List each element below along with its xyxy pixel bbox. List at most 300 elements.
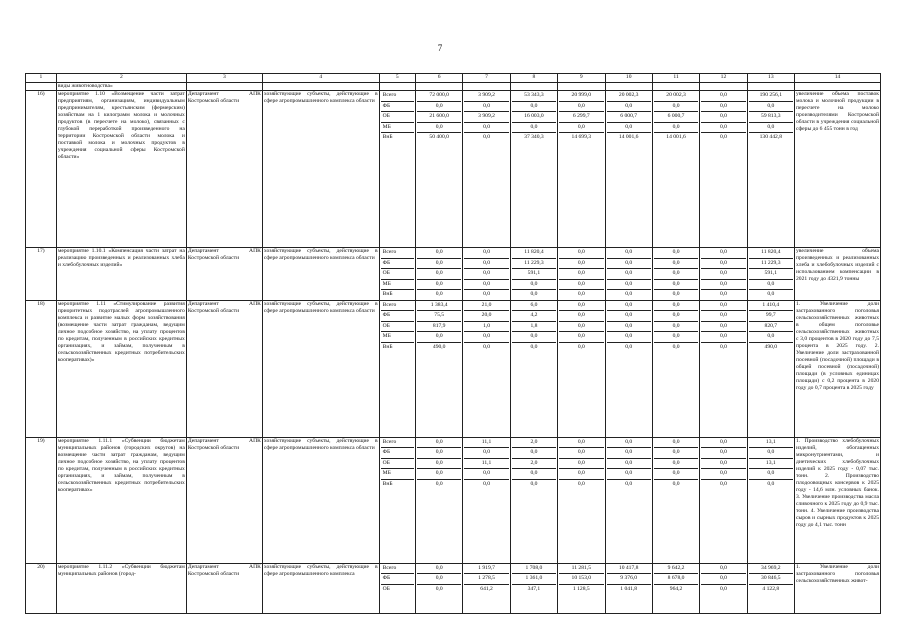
program-table xyxy=(25,73,881,614)
amount-cell: 0,0 xyxy=(749,469,793,480)
amount-cell: 0,0 xyxy=(654,322,698,333)
amount-cell: 490,0 xyxy=(764,343,778,350)
amount-cell: 11 229,3 xyxy=(749,259,793,270)
row-number: 16) xyxy=(26,91,57,248)
amount-cell: 0,0 xyxy=(654,438,698,449)
amount-cell: 1,8 xyxy=(512,322,556,333)
funding-values xyxy=(652,563,699,613)
amount-cell: 0,0 xyxy=(654,469,698,480)
page-number: 7 xyxy=(437,43,443,53)
amount-cell: 0,0 xyxy=(607,332,651,343)
amount-cell: 0,0 xyxy=(701,574,745,585)
amount-cell: 0,0 xyxy=(749,280,793,291)
amount-cell: 0,0 xyxy=(749,332,793,343)
funding-values xyxy=(558,91,605,248)
amount-cell: 0,0 xyxy=(701,311,745,322)
amount-cell: 75,5 xyxy=(417,311,461,322)
amount-cell: 1 708,0 xyxy=(512,564,556,575)
amount-cell: 0,0 xyxy=(464,259,508,270)
amount-cell: 1 278,5 xyxy=(464,574,508,585)
amount-cell: 0,0 xyxy=(701,564,745,575)
amount-cell: 99,7 xyxy=(749,311,793,322)
amount-cell: 0,0 xyxy=(559,248,603,259)
amount-cell: 13,1 xyxy=(749,459,793,470)
funding-values xyxy=(747,437,794,563)
amount-cell: 0,0 xyxy=(701,301,745,312)
participants: хозяйствующие субъекты, действующие в сфере агропромышленного комплекса области xyxy=(262,300,379,437)
amount-cell: 0,0 xyxy=(577,291,585,297)
amount-cell: 0,0 xyxy=(607,322,651,333)
amount-cell: 0,0 xyxy=(654,280,698,291)
measure-row xyxy=(26,437,881,563)
amount-cell: 0,0 xyxy=(559,301,603,312)
amount-cell: 0,0 xyxy=(417,469,461,480)
source-label: ФБ xyxy=(381,574,414,585)
funding-values xyxy=(510,248,557,301)
amount-cell: 6 000,7 xyxy=(607,112,651,123)
amount-cell: 964,2 xyxy=(669,585,683,592)
amount-cell: 0,0 xyxy=(654,332,698,343)
amount-cell: 1 361,0 xyxy=(512,574,556,585)
funding-values xyxy=(605,91,652,248)
amount-cell: 21,0 xyxy=(464,301,508,312)
funding-values xyxy=(652,91,699,248)
amount-cell: 13,1 xyxy=(749,438,793,449)
amount-cell: 4 122,8 xyxy=(762,585,780,592)
funding-values xyxy=(558,248,605,301)
amount-cell: 21 600,0 xyxy=(417,112,461,123)
amount-cell: 0,0 xyxy=(701,332,745,343)
amount-cell: 6 299,7 xyxy=(559,112,603,123)
amount-cell: 0,0 xyxy=(464,102,508,113)
amount-cell: 20 002,3 xyxy=(607,91,651,102)
header-cell: 5 xyxy=(379,74,415,83)
amount-cell: 0,0 xyxy=(483,480,491,487)
amount-cell: 1 383,4 xyxy=(417,301,461,312)
amount-cell: 0,0 xyxy=(654,448,698,459)
amount-cell: 0,0 xyxy=(559,102,603,113)
amount-cell: 0,0 xyxy=(559,332,603,343)
amount-cell: 0,0 xyxy=(435,585,443,592)
amount-cell: 0,0 xyxy=(701,259,745,270)
amount-cell: 0,0 xyxy=(417,102,461,113)
funding-values xyxy=(700,563,747,613)
amount-cell: 0,0 xyxy=(417,332,461,343)
amount-cell: 0,0 xyxy=(654,301,698,312)
amount-cell: 10 153,0 xyxy=(559,574,603,585)
amount-cell: 1 041,8 xyxy=(620,585,638,592)
funding-sources xyxy=(379,300,415,437)
amount-cell: 130 442,8 xyxy=(759,134,782,140)
amount-cell: 0,0 xyxy=(512,280,556,291)
amount-cell: 0,0 xyxy=(559,311,603,322)
source-label: ОБ xyxy=(381,269,414,280)
source-label: ФБ xyxy=(381,448,414,459)
row-number: 20) xyxy=(26,563,57,613)
funding-values xyxy=(463,91,510,248)
header-cell: 14 xyxy=(795,74,881,83)
measure-row xyxy=(26,248,881,301)
amount-cell: 0,0 xyxy=(512,102,556,113)
funding-values xyxy=(700,248,747,301)
funding-values xyxy=(605,300,652,437)
amount-cell: 9 376,0 xyxy=(607,574,651,585)
amount-cell: 591,1 xyxy=(512,269,556,280)
amount-cell: 0,0 xyxy=(417,280,461,291)
funding-values xyxy=(700,91,747,248)
header-cell: 11 xyxy=(652,74,699,83)
amount-cell: 0,0 xyxy=(483,134,491,140)
measure-name: мероприятие 1.11.2 «Субвенции бюджетам муниципальных районов (город- xyxy=(56,563,186,613)
amount-cell: 0,0 xyxy=(464,248,508,259)
funding-values xyxy=(605,248,652,301)
source-label: ФБ xyxy=(381,259,414,270)
funding-values xyxy=(510,300,557,437)
funding-values xyxy=(652,437,699,563)
amount-cell: 6 000,7 xyxy=(654,112,698,123)
expected-result: 1. Увеличение доли застрахованного поголовья сельскохозяйственных животных в общем поголовье сельскохозяйственных животных с 3,0 процентов в 2020 году до 7,5 процента в 2025 году. 2. Увеличение доли застрахованной посевной (посадочной) площади в общей посевной (посадочной) площади (в условных единицах площади) с 0,2 процента в 2020 году до 0,7 процента в 2025 году xyxy=(795,300,881,437)
amount-cell: 0,0 xyxy=(512,332,556,343)
amount-cell: 0,0 xyxy=(701,269,745,280)
header-cell: 7 xyxy=(463,74,510,83)
header-cell: 2 xyxy=(56,74,186,83)
source-label: МБ xyxy=(381,469,414,480)
source-label: ВнБ xyxy=(382,343,393,350)
source-label: Всего xyxy=(381,564,414,575)
amount-cell: 591,1 xyxy=(749,269,793,280)
amount-cell: 0,0 xyxy=(701,448,745,459)
amount-cell: 30 846,5 xyxy=(749,574,793,585)
amount-cell: 20,0 xyxy=(464,311,508,322)
amount-cell: 0,0 xyxy=(749,123,793,134)
amount-cell: 0,0 xyxy=(719,291,727,297)
amount-cell: 0,0 xyxy=(607,123,651,134)
funding-values xyxy=(558,437,605,563)
amount-cell: 0,0 xyxy=(701,112,745,123)
amount-cell: 0,0 xyxy=(719,585,727,592)
expected-result: увеличение объема поставок молока и молочной продукции в пересчете на молоко производителями Костромской области в учреждения социальной сферы до 6 455 тонн в год xyxy=(795,91,881,248)
amount-cell: 0,0 xyxy=(607,259,651,270)
source-label: ОБ xyxy=(381,322,414,333)
amount-cell: 0,0 xyxy=(607,469,651,480)
amount-cell: 0,0 xyxy=(701,280,745,291)
measure-row xyxy=(26,300,881,437)
source-label: МБ xyxy=(381,332,414,343)
executor: Департамент АПК Костромской области xyxy=(186,300,262,437)
amount-cell: 0,0 xyxy=(483,343,491,350)
amount-cell: 4,2 xyxy=(512,311,556,322)
amount-cell: 0,0 xyxy=(417,259,461,270)
executor: Департамент АПК Костромской области xyxy=(186,248,262,301)
amount-cell: 0,0 xyxy=(559,322,603,333)
funding-values xyxy=(416,248,463,301)
amount-cell: 8 678,0 xyxy=(654,574,698,585)
row-number: 18) xyxy=(26,300,57,437)
funding-values xyxy=(558,300,605,437)
measure-name: мероприятие 1.10.1 «Компенсация части затрат на реализацию произведенных и реализованных хлеба и хлебобулочных изделий» xyxy=(56,248,186,301)
amount-cell: 2,0 xyxy=(512,438,556,449)
funding-values xyxy=(463,563,510,613)
amount-cell: 0,0 xyxy=(464,280,508,291)
funding-values xyxy=(510,437,557,563)
amount-cell: 0,0 xyxy=(607,459,651,470)
funding-values xyxy=(416,437,463,563)
amount-cell: 0,0 xyxy=(767,480,775,487)
amount-cell: 0,0 xyxy=(701,248,745,259)
source-label: ВнБ xyxy=(382,291,393,297)
amount-cell: 0,0 xyxy=(767,291,775,297)
amount-cell: 0,0 xyxy=(654,269,698,280)
amount-cell: 0,0 xyxy=(749,102,793,113)
header-cell: 1 xyxy=(26,74,57,83)
source-label: ОБ xyxy=(381,459,414,470)
amount-cell: 0,0 xyxy=(435,291,443,297)
amount-cell: 1 410,4 xyxy=(749,301,793,312)
measure-row xyxy=(26,91,881,248)
source-label: ФБ xyxy=(381,311,414,322)
measure-name: мероприятие 1.10 «Возмещение части затрат предприятиям, организациям, индивидуальным предпринимателям, крестьянским (фермерским) хозяйствам на 1 килограмм молока и молочных продуктов (в пересчете на молоко), связанных с глубокой переработкой произведенного на территории Костромской области молока и поставкой молока и молочных продуктов в учреждения социальной сферы Костромской области» xyxy=(56,91,186,248)
participants: хозяйствующие субъекты, действующие в сфере агропромышленного комплекса xyxy=(262,563,379,613)
header-row xyxy=(26,74,881,83)
amount-cell: 0,0 xyxy=(417,438,461,449)
source-label: МБ xyxy=(381,123,414,134)
amount-cell: 0,0 xyxy=(417,248,461,259)
participants: хозяйствующие субъекты, действующие в сфере агропромышленного комплекса области xyxy=(262,437,379,563)
amount-cell: 0,0 xyxy=(625,480,633,487)
amount-cell: 0,0 xyxy=(701,459,745,470)
amount-cell: 490,0 xyxy=(432,343,446,350)
funding-values xyxy=(747,248,794,301)
executor: Департамент АПК Костромской области xyxy=(186,437,262,563)
amount-cell: 11,1 xyxy=(464,459,508,470)
amount-cell: 6,0 xyxy=(512,301,556,312)
funding-values xyxy=(652,300,699,437)
source-label: Всего xyxy=(381,248,414,259)
amount-cell: 16 003,0 xyxy=(512,112,556,123)
funding-values xyxy=(605,563,652,613)
source-label: Всего xyxy=(381,438,414,449)
executor: Департамент АПК Костромской области xyxy=(186,563,262,613)
amount-cell: 11 229,3 xyxy=(512,259,556,270)
amount-cell: 0,0 xyxy=(672,480,680,487)
funding-values xyxy=(463,300,510,437)
amount-cell: 1,0 xyxy=(464,322,508,333)
amount-cell: 59 813,3 xyxy=(749,112,793,123)
amount-cell: 0,0 xyxy=(577,343,585,350)
amount-cell: 0,0 xyxy=(530,343,538,350)
source-label: ВнБ xyxy=(382,134,393,140)
amount-cell: 0,0 xyxy=(654,459,698,470)
amount-cell: 0,0 xyxy=(607,311,651,322)
amount-cell: 347,1 xyxy=(527,585,541,592)
funding-sources xyxy=(379,437,415,563)
amount-cell: 0,0 xyxy=(701,91,745,102)
header-cell: 4 xyxy=(262,74,379,83)
source-label: МБ xyxy=(381,280,414,291)
amount-cell: 817,9 xyxy=(417,322,461,333)
expected-result: 1. Производство хлебобулочных изделий, обогащенных микронутриентами, и диетических хлебобулочных изделий к 2025 году - 0,07 тыс. тонн. 2. Производство плодоовощных консервов к 2025 году - 14,6 млн. условных банок. 3. Увеличение производства масла сливочного к 2025 году до 0,9 тыс. тонн. 4. Увеличение производства сыров и сырных продуктов к 2025 году до 4,1 тыс. тонн xyxy=(795,437,881,563)
amount-cell: 0,0 xyxy=(530,480,538,487)
header-cell: 12 xyxy=(700,74,747,83)
amount-cell: 37 340,3 xyxy=(524,134,544,140)
amount-cell: 0,0 xyxy=(559,269,603,280)
amount-cell: 0,0 xyxy=(607,280,651,291)
header-cell: 13 xyxy=(747,74,794,83)
amount-cell: 0,0 xyxy=(530,291,538,297)
amount-cell: 0,0 xyxy=(625,343,633,350)
amount-cell: 0,0 xyxy=(464,469,508,480)
funding-sources xyxy=(379,91,415,248)
funding-values xyxy=(463,248,510,301)
amount-cell: 10 417,8 xyxy=(607,564,651,575)
amount-cell: 11,1 xyxy=(464,438,508,449)
funding-values xyxy=(416,300,463,437)
amount-cell: 0,0 xyxy=(512,123,556,134)
amount-cell: 0,0 xyxy=(719,480,727,487)
amount-cell: 11 281,5 xyxy=(559,564,603,575)
amount-cell: 1 128,5 xyxy=(572,585,590,592)
amount-cell: 1 919,7 xyxy=(464,564,508,575)
expected-result: 1. Увеличение доли застрахованного поголовья сельскохозяйственных живот- xyxy=(795,563,881,613)
header-cell: 8 xyxy=(510,74,557,83)
header-cell: 10 xyxy=(605,74,652,83)
amount-cell: 0,0 xyxy=(607,438,651,449)
participants: хозяйствующие субъекты, действующие в сфере агропромышленного комплекса области xyxy=(262,91,379,248)
row-number: 19) xyxy=(26,437,57,563)
amount-cell: 0,0 xyxy=(607,301,651,312)
source-label: ОБ xyxy=(382,585,390,592)
measure-name: мероприятие 1.11.1 «Субвенции бюджетам муниципальных районов (городских округов) на возмещение части затрат гражданам, ведущим личное подсобное хозяйство, на уплату процентов по кредитам, полученным в российских кредитных организациях, и займам, полученным в сельскохозяйственных кредитных потребительских кооперативах» xyxy=(56,437,186,563)
amount-cell: 0,0 xyxy=(577,480,585,487)
amount-cell: 0,0 xyxy=(483,291,491,297)
header-cell: 9 xyxy=(558,74,605,83)
amount-cell: 9 642,2 xyxy=(654,564,698,575)
amount-cell: 0,0 xyxy=(435,480,443,487)
amount-cell: 50 400,0 xyxy=(429,134,449,140)
source-label: Всего xyxy=(381,91,414,102)
amount-cell: 0,0 xyxy=(464,332,508,343)
measure-name: мероприятие 1.11 «Стимулирование развития приоритетных подотраслей агропромышленного комплекса и развитие малых форм хозяйствования (возмещение части затрат гражданам, ведущим личное подсобное хозяйство, на уплату процентов по кредитам, полученным в российских кредитных организациях, и займам, полученным в сельскохозяйственных кредитных потребительских кооперативах)» xyxy=(56,300,186,437)
amount-cell: 0,0 xyxy=(701,438,745,449)
amount-cell: 190 256,1 xyxy=(749,91,793,102)
amount-cell: 820,7 xyxy=(749,322,793,333)
amount-cell: 0,0 xyxy=(654,248,698,259)
amount-cell: 0,0 xyxy=(719,134,727,140)
funding-values xyxy=(652,248,699,301)
amount-cell: 0,0 xyxy=(672,343,680,350)
measure-row xyxy=(26,563,881,613)
amount-cell: 34 969,2 xyxy=(749,564,793,575)
funding-values xyxy=(747,91,794,248)
amount-cell: 0,0 xyxy=(512,469,556,480)
amount-cell: 0,0 xyxy=(417,448,461,459)
amount-cell: 20 999,0 xyxy=(559,91,603,102)
funding-values xyxy=(700,437,747,563)
amount-cell: 53 343,3 xyxy=(512,91,556,102)
amount-cell: 0,0 xyxy=(672,291,680,297)
funding-values xyxy=(416,91,463,248)
amount-cell: 0,0 xyxy=(417,574,461,585)
amount-cell: 0,0 xyxy=(559,438,603,449)
amount-cell: 11 820,4 xyxy=(512,248,556,259)
amount-cell: 0,0 xyxy=(607,269,651,280)
amount-cell: 0,0 xyxy=(607,448,651,459)
amount-cell: 0,0 xyxy=(464,269,508,280)
amount-cell: 0,0 xyxy=(701,123,745,134)
amount-cell: 14 699,3 xyxy=(571,134,592,140)
amount-cell: 0,0 xyxy=(719,343,727,350)
amount-cell: 20 002,3 xyxy=(654,91,698,102)
row-number: 17) xyxy=(26,248,57,301)
amount-cell: 0,0 xyxy=(654,259,698,270)
amount-cell: 3 909,2 xyxy=(464,91,508,102)
amount-cell: 14 001,6 xyxy=(666,134,686,140)
funding-values xyxy=(510,563,557,613)
participants: хозяйствующие субъекты, действующие в сфере агропромышленного комплекса области xyxy=(262,248,379,301)
amount-cell: 0,0 xyxy=(417,269,461,280)
amount-cell: 0,0 xyxy=(701,322,745,333)
amount-cell: 0,0 xyxy=(417,459,461,470)
amount-cell: 0,0 xyxy=(559,469,603,480)
funding-sources xyxy=(379,248,415,301)
amount-cell: 0,0 xyxy=(512,448,556,459)
funding-values xyxy=(605,437,652,563)
executor: Департамент АПК Костромской области xyxy=(186,91,262,248)
source-label: ОБ xyxy=(381,112,414,123)
amount-cell: 11 820,4 xyxy=(749,248,793,259)
amount-cell: 0,0 xyxy=(464,448,508,459)
funding-values xyxy=(463,437,510,563)
funding-values xyxy=(747,300,794,437)
amount-cell: 0,0 xyxy=(559,259,603,270)
continuation-text: виды животноводства» xyxy=(56,83,186,91)
amount-cell: 14 001,6 xyxy=(618,134,639,140)
amount-cell: 0,0 xyxy=(749,448,793,459)
amount-cell: 2,0 xyxy=(512,459,556,470)
amount-cell: 0,0 xyxy=(417,564,461,575)
amount-cell: 641,2 xyxy=(480,585,493,592)
amount-cell: 0,0 xyxy=(464,123,508,134)
amount-cell: 0,0 xyxy=(417,123,461,134)
header-cell: 3 xyxy=(186,74,262,83)
amount-cell: 72 000,0 xyxy=(417,91,461,102)
amount-cell: 0,0 xyxy=(654,311,698,322)
funding-values xyxy=(510,91,557,248)
amount-cell: 0,0 xyxy=(607,248,651,259)
amount-cell: 0,0 xyxy=(654,102,698,113)
amount-cell: 0,0 xyxy=(625,291,633,297)
amount-cell: 0,0 xyxy=(654,123,698,134)
source-label: ФБ xyxy=(381,102,414,113)
funding-values xyxy=(747,563,794,613)
amount-cell: 0,0 xyxy=(559,448,603,459)
continuation-row xyxy=(26,83,881,91)
amount-cell: 0,0 xyxy=(559,459,603,470)
header-cell: 6 xyxy=(416,74,463,83)
amount-cell: 3 909,2 xyxy=(464,112,508,123)
funding-values xyxy=(700,300,747,437)
source-label: Всего xyxy=(381,301,414,312)
funding-values xyxy=(558,563,605,613)
amount-cell: 0,0 xyxy=(559,280,603,291)
amount-cell: 0,0 xyxy=(607,102,651,113)
funding-values xyxy=(416,563,463,613)
amount-cell: 0,0 xyxy=(701,102,745,113)
amount-cell: 0,0 xyxy=(701,469,745,480)
expected-result: увеличение объема произведенных и реализованных хлеба и хлебобулочных изделий с использованием компенсации в 2021 году до 4321,9 тонны xyxy=(795,248,881,301)
amount-cell: 0,0 xyxy=(559,123,603,134)
funding-sources xyxy=(379,563,415,613)
